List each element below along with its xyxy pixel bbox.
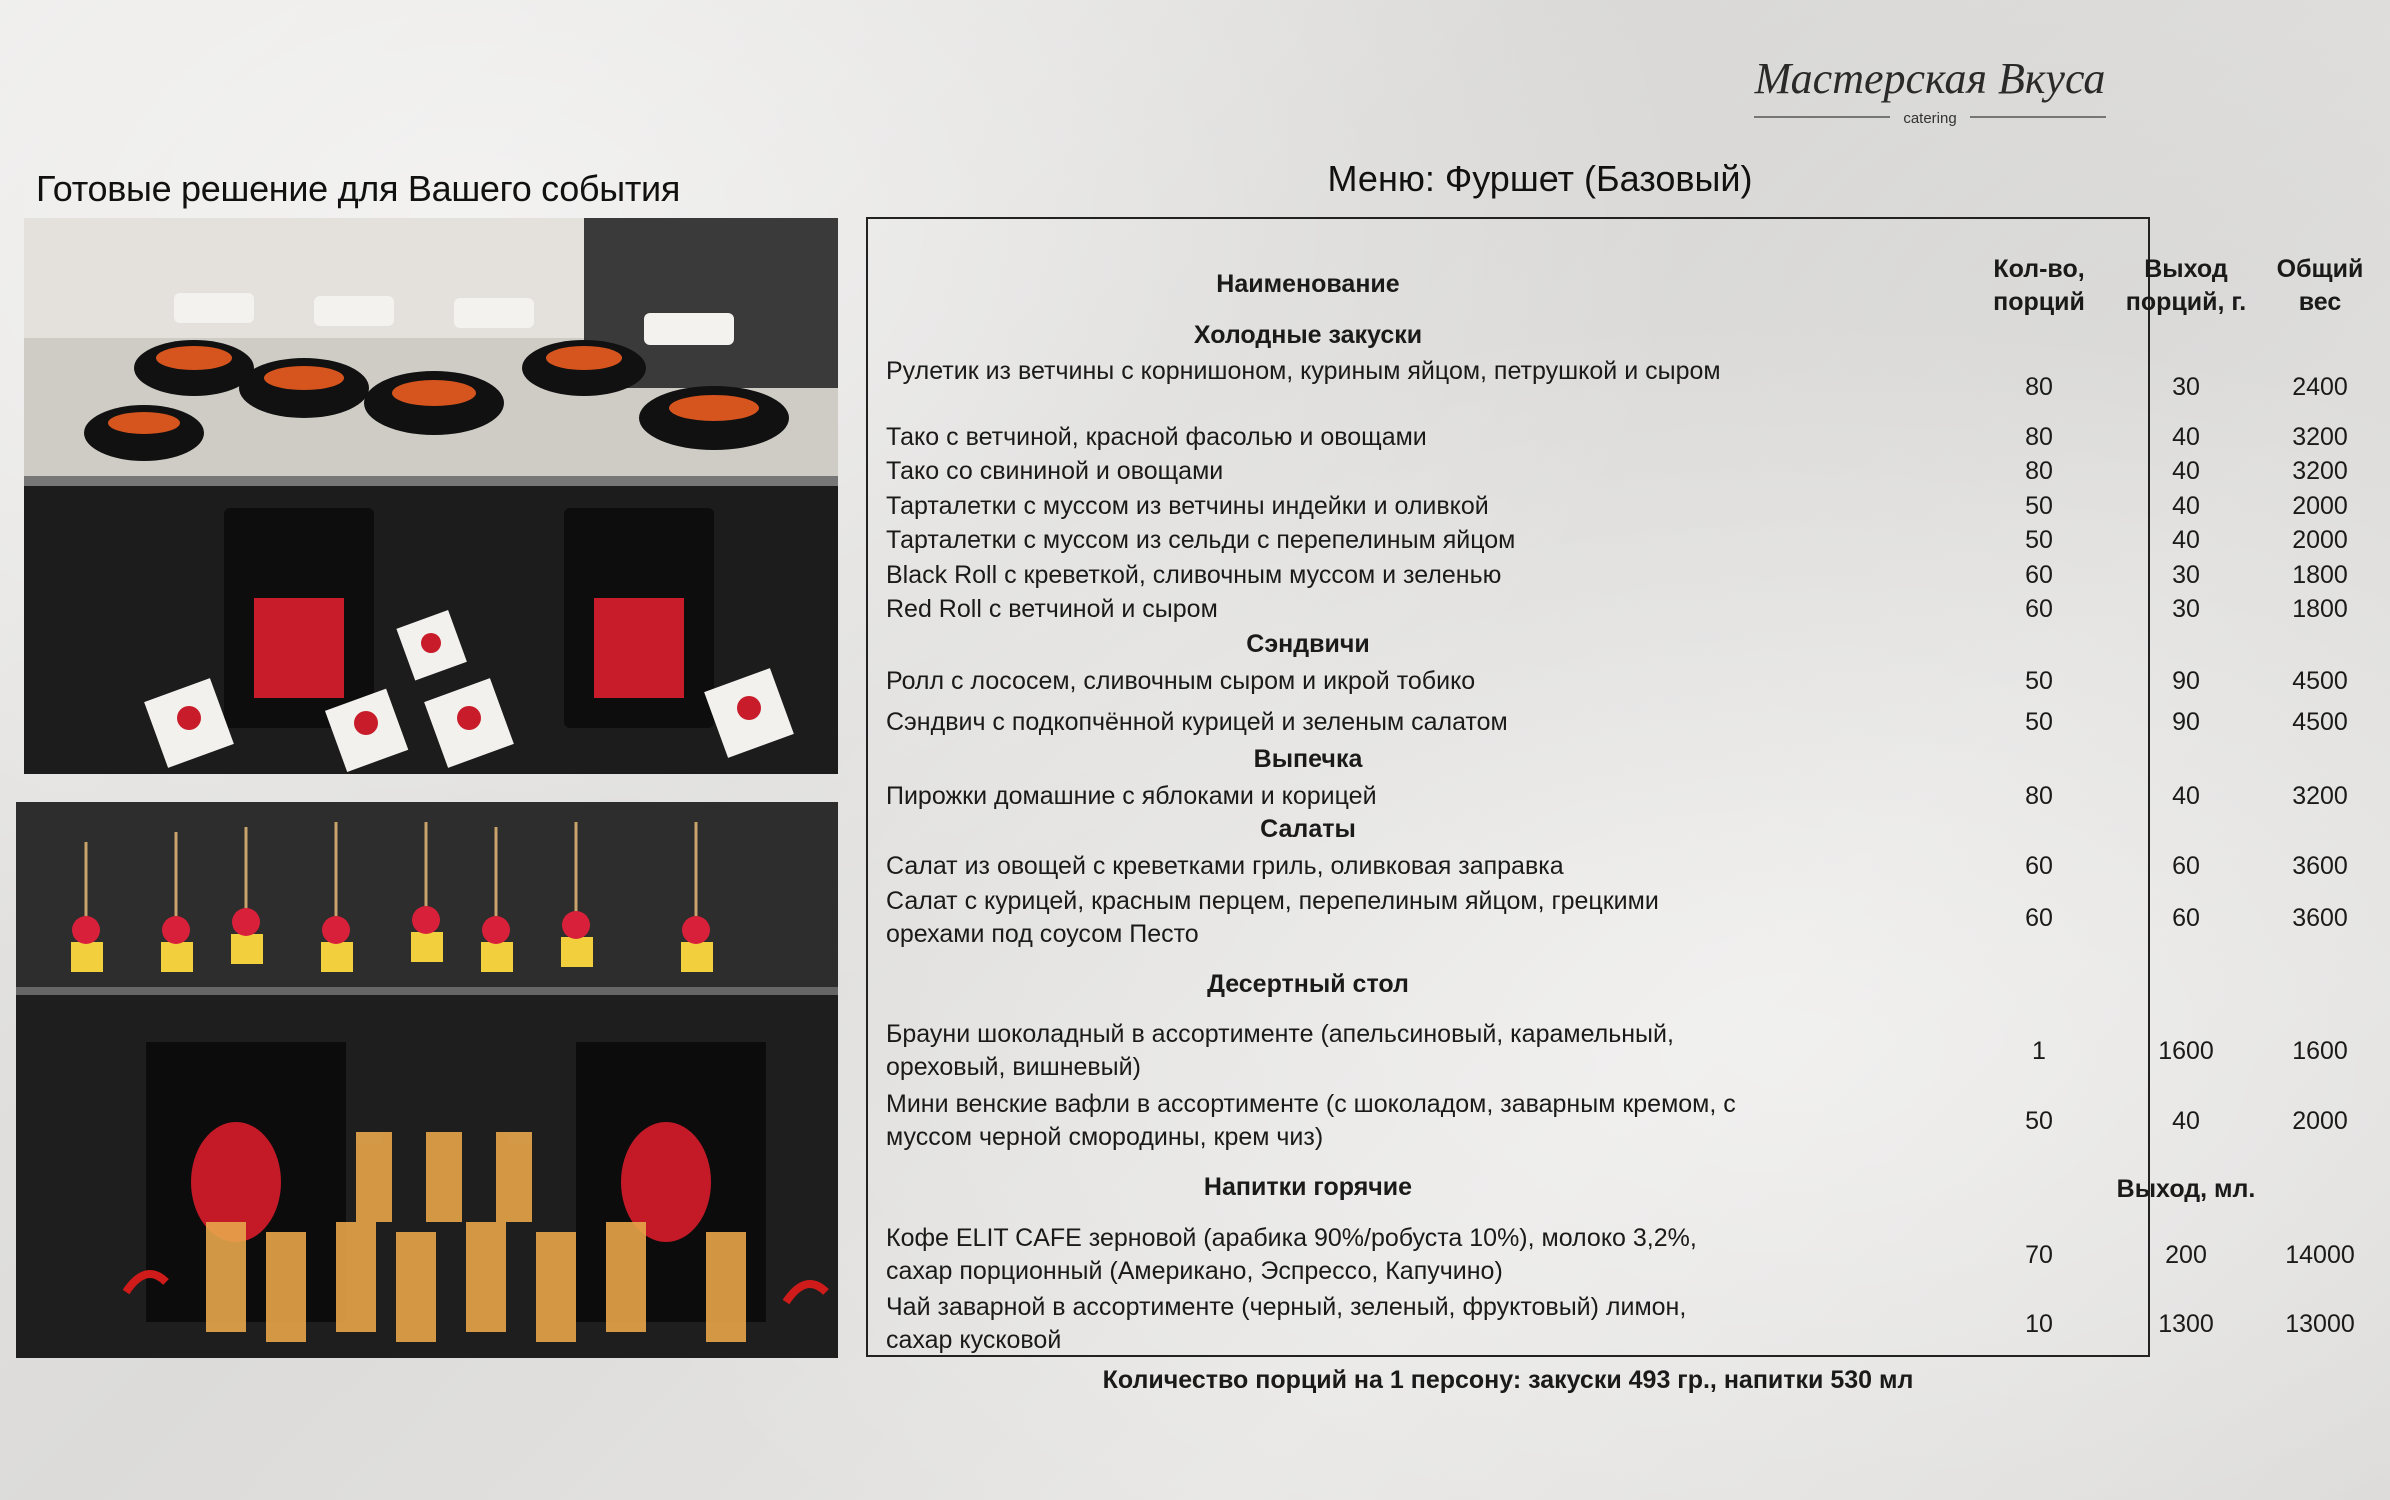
item-total: 2000 — [2292, 526, 2348, 554]
item-qty: 50 — [2025, 1107, 2053, 1135]
item-total: 3200 — [2292, 457, 2348, 485]
item-qty: 60 — [2025, 561, 2053, 589]
item-total: 1800 — [2292, 561, 2348, 589]
buffet-photo-canapes — [24, 218, 838, 774]
item-name: Red Roll с ветчиной и сыром — [886, 595, 1218, 623]
item-name: Кофе ELIT CAFE зерновой (арабика 90%/робуста 10%), молоко 3,2%, сахар порционный (Американо, Эспрессо, Капучино) — [886, 1224, 1697, 1285]
section-title: Десертный стол — [1207, 970, 1409, 998]
item-out: 30 — [2172, 373, 2200, 401]
item-qty: 80 — [2025, 457, 2053, 485]
item-out: 40 — [2172, 1107, 2200, 1135]
item-qty: 70 — [2025, 1241, 2053, 1269]
item-qty: 80 — [2025, 373, 2053, 401]
item-out: 40 — [2172, 782, 2200, 810]
item-total: 3200 — [2292, 782, 2348, 810]
header-total: Общий вес — [2276, 255, 2364, 316]
item-name: Ролл с лососем, сливочным сыром и икрой тобико — [886, 667, 1476, 695]
menu-table — [866, 217, 2364, 1357]
section-title: Выпечка — [1253, 745, 1363, 773]
header-qty: Кол-во, порций — [1993, 255, 2085, 316]
item-qty: 50 — [2025, 492, 2053, 520]
item-qty: 60 — [2025, 904, 2053, 932]
item-qty: 50 — [2025, 708, 2053, 736]
drinks-volume-header: Выход, мл. — [2116, 1175, 2256, 1203]
item-total: 3600 — [2292, 852, 2348, 880]
item-out: 40 — [2172, 423, 2200, 451]
item-qty: 80 — [2025, 423, 2053, 451]
section-title: Напитки горячие — [1203, 1173, 1413, 1201]
item-out: 60 — [2172, 904, 2200, 932]
item-out: 30 — [2172, 595, 2200, 623]
brand-logo-name: Мастерская Вкуса — [1754, 54, 2106, 103]
section-title: Сэндвичи — [1246, 630, 1370, 658]
item-name: Сэндвич с подкопчённой курицей и зеленым салатом — [886, 708, 1508, 736]
item-qty: 60 — [2025, 595, 2053, 623]
item-name: Тако с ветчиной, красной фасолью и овощами — [886, 423, 1427, 451]
item-total: 2000 — [2292, 492, 2348, 520]
item-qty: 1 — [2032, 1037, 2046, 1065]
menu-title: Меню: Фуршет (Базовый) — [1327, 158, 1753, 199]
buffet-photo-skewers — [16, 802, 838, 1358]
item-total: 3200 — [2292, 423, 2348, 451]
item-name: Мини венские вафли в ассортименте (с шоколадом, заварным кремом, с муссом черной смородины, крем чиз) — [886, 1090, 1736, 1151]
section-title: Холодные закуски — [1193, 321, 1423, 349]
item-total: 13000 — [2285, 1310, 2355, 1338]
item-total: 3600 — [2292, 904, 2348, 932]
item-name: Тако со свининой и овощами — [886, 457, 1224, 485]
item-name: Black Roll с креветкой, сливочным муссом и зеленью — [886, 561, 1502, 589]
item-total: 1800 — [2292, 595, 2348, 623]
page-heading: Готовые решение для Вашего события — [36, 168, 681, 209]
item-total: 4500 — [2292, 708, 2348, 736]
item-name: Брауни шоколадный в ассортименте (апельсиновый, карамельный, ореховый, вишневый) — [886, 1020, 1674, 1081]
header-out: Выход порций, г. — [2125, 255, 2247, 316]
item-out: 90 — [2172, 708, 2200, 736]
item-out: 200 — [2165, 1241, 2207, 1269]
item-out: 1300 — [2158, 1310, 2214, 1338]
item-name: Пирожки домашние с яблоками и корицей — [886, 782, 1377, 810]
item-name: Тарталетки с муссом из ветчины индейки и оливкой — [886, 492, 1489, 520]
item-qty: 80 — [2025, 782, 2053, 810]
item-name: Салат с курицей, красным перцем, перепелиным яйцом, грецкими орехами под соусом Песто — [886, 887, 1659, 948]
item-name: Тарталетки с муссом из сельди с перепелиным яйцом — [886, 526, 1516, 554]
brand-logo — [1750, 55, 2110, 135]
item-name: Салат из овощей с креветками гриль, оливковая заправка — [886, 852, 1564, 880]
item-out: 1600 — [2158, 1037, 2214, 1065]
item-qty: 10 — [2025, 1310, 2053, 1338]
section-title: Салаты — [1260, 815, 1356, 843]
item-total: 1600 — [2292, 1037, 2348, 1065]
item-total: 2000 — [2292, 1107, 2348, 1135]
item-name: Рулетик из ветчины с корнишоном, куриным яйцом, петрушкой и сыром — [886, 357, 1721, 385]
brand-logo-sub: catering — [1903, 110, 1957, 127]
item-qty: 50 — [2025, 667, 2053, 695]
item-name: Чай заварной в ассортименте (черный, зеленый, фруктовый) лимон, сахар кусковой — [886, 1293, 1687, 1354]
item-out: 40 — [2172, 526, 2200, 554]
item-total: 2400 — [2292, 373, 2348, 401]
header-name: Наименование — [1216, 270, 1400, 298]
portion-summary: Количество порций на 1 персону: закуски 493 гр., напитки 530 мл — [1102, 1366, 1914, 1394]
item-out: 40 — [2172, 457, 2200, 485]
item-out: 40 — [2172, 492, 2200, 520]
item-out: 60 — [2172, 852, 2200, 880]
item-qty: 60 — [2025, 852, 2053, 880]
item-out: 30 — [2172, 561, 2200, 589]
item-total: 14000 — [2285, 1241, 2355, 1269]
item-total: 4500 — [2292, 667, 2348, 695]
item-qty: 50 — [2025, 526, 2053, 554]
item-out: 90 — [2172, 667, 2200, 695]
